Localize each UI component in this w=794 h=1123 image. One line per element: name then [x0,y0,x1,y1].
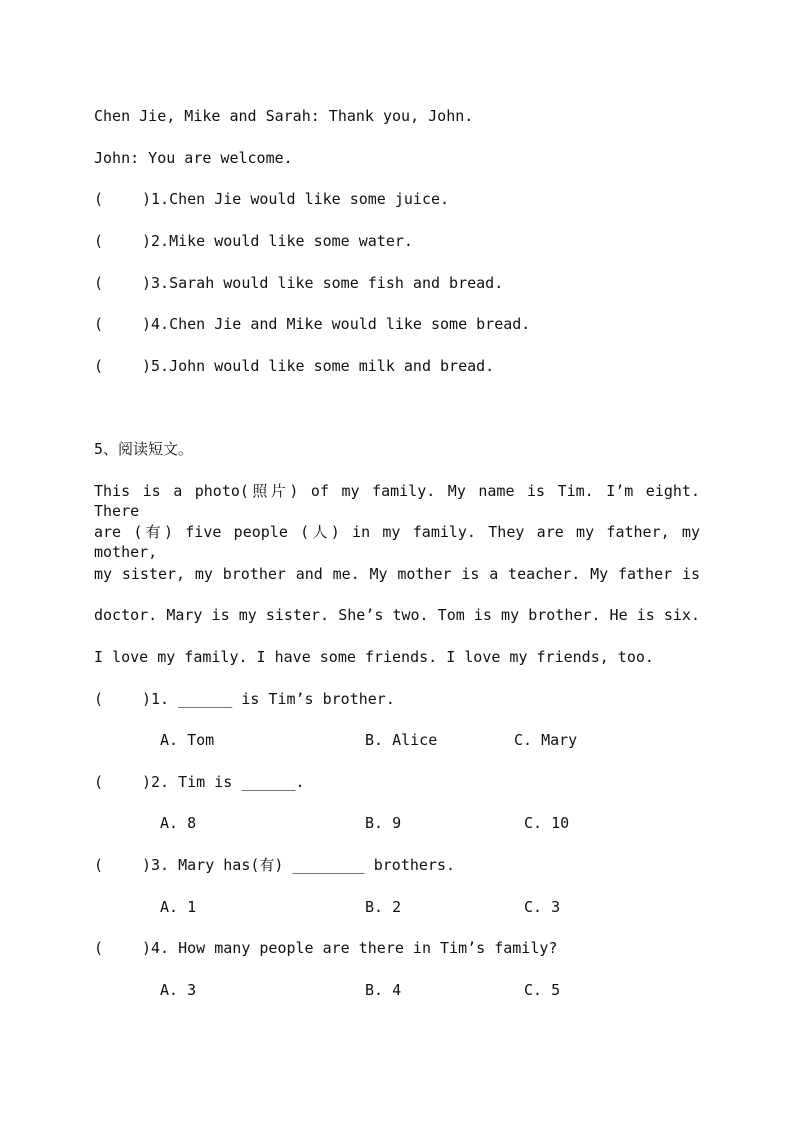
section-heading: 5、阅读短文。 [94,440,194,458]
mc-question [94,938,557,958]
question-text: )5.John would like some milk and bread. [142,357,495,375]
answer-blank[interactable]: ( [94,190,104,208]
passage-line: This is a photo(照片) of my family. My name is Tim. I’m eight. There [94,482,700,520]
question-text: )2.Mike would like some water. [142,232,413,250]
answer-blank[interactable]: ( [94,315,104,333]
option-a: A. 1 [160,898,197,916]
question-text: )4.Chen Jie and Mike would like some bread. [142,315,531,333]
answer-blank[interactable]: ( [94,856,104,874]
answer-blank[interactable]: ( [94,773,104,791]
tf-question [94,189,449,209]
dialogue-line: John: You are welcome. [94,149,293,167]
answer-blank[interactable]: ( [94,232,104,250]
answer-blank[interactable]: ( [94,690,104,708]
passage-line: my sister, my brother and me. My mother is a teacher. My father is [94,565,700,583]
question-text: )2. Tim is ______. [142,773,305,791]
option-c: C. 3 [524,898,561,916]
option-b: B. Alice [365,731,438,749]
passage-line: I love my family. I have some friends. I love my friends, too. [94,648,654,666]
dialogue-line: Chen Jie, Mike and Sarah: Thank you, John. [94,107,474,125]
mc-question [94,772,305,792]
option-b: B. 2 [365,898,402,916]
tf-question [94,231,413,251]
tf-question [94,356,494,376]
tf-question [94,314,530,334]
answer-blank[interactable]: ( [94,274,104,292]
option-c: C. Mary [514,731,578,749]
option-c: C. 10 [524,814,570,832]
option-a: A. 3 [160,981,197,999]
question-text: )1. ______ is Tim’s brother. [142,690,395,708]
tf-question [94,273,503,293]
option-a: A. 8 [160,814,197,832]
answer-blank[interactable]: ( [94,939,104,957]
mc-question [94,855,455,875]
answer-blank[interactable]: ( [94,357,104,375]
question-text: )3.Sarah would like some fish and bread. [142,274,504,292]
question-text: )4. How many people are there in Tim’s family? [142,939,558,957]
option-b: B. 9 [365,814,402,832]
passage-line: are (有) five people (人) in my family. They are my father, my mother, [94,523,700,561]
question-text: )3. Mary has(有) ________ brothers. [142,856,456,874]
question-text: )1.Chen Jie would like some juice. [142,190,450,208]
mc-question [94,689,395,709]
option-c: C. 5 [524,981,561,999]
option-b: B. 4 [365,981,402,999]
passage-line: doctor. Mary is my sister. She’s two. Tom is my brother. He is six. [94,606,700,624]
option-a: A. Tom [160,731,215,749]
